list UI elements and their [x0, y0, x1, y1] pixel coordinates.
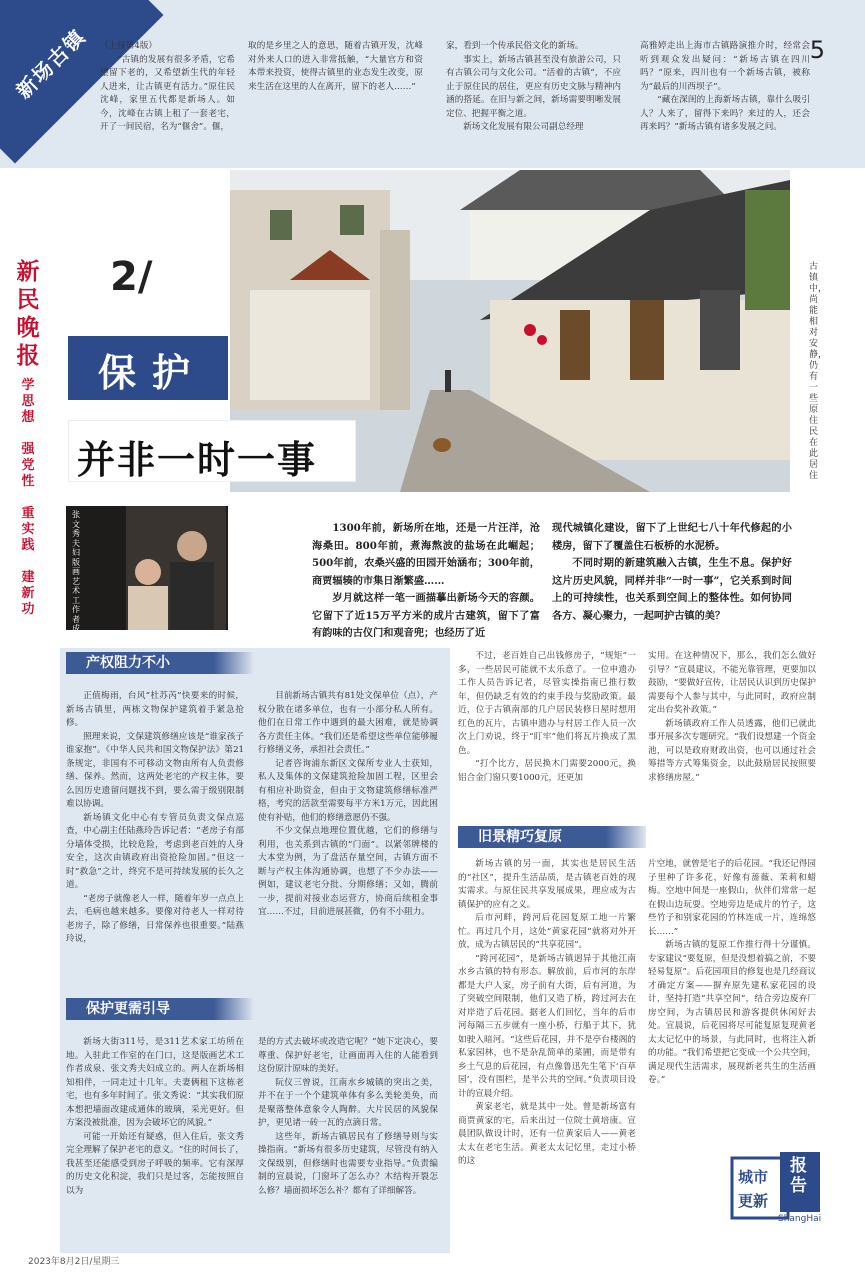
section-number: 2/ — [110, 254, 153, 300]
section-tab-label: 新场古镇 — [11, 23, 91, 104]
paragraph: 新场大街311号，是311艺术家工坊所在地。入驻此工作室的在门口，这是版画艺术工作者成泉、张文秀夫妇成立的。两人在新场相知相伴，一同走过十几年。夫妻俩租下这栋老宅，也有多年时间了。张文秀说：“其实我们原本想把墙面改建成通体的玻璃，采光更好。但方案没被批准，因为会破坏它的风貌。” — [66, 1037, 244, 1128]
portrait-illustration — [66, 506, 228, 630]
subhead-restoration: 旧景精巧复原 — [458, 826, 606, 848]
paragraph: “藏在深闺的上海新场古镇，靠什么吸引人？人来了，留得下来吗？来过的人，还会再来吗？”新场古镇有诸多发展之问。 — [640, 95, 810, 132]
paragraph: 这些年，新场古镇居民有了修缮导则与实操指南。“新场有很多历史建筑，尽管没有纳入文保级别，但修缮时也需要专业指导。”负责编制的宣晨说，门窗坏了怎么办？木结构开裂怎么修？墙面损坏怎么补？都有了详细解答。 — [258, 1131, 438, 1196]
intro-paragraph: 不同时期的新建筑融入古镇，生生不息。保护好这片历史风貌，同样并非“一时一事”，它关系到时间上的可持续性，也关系到空间上的整体性。如何协同各方、凝心聚力，一起呵护古镇的美？ — [552, 557, 792, 622]
photo-caption: 古镇中，尚能相对安静，仍有一些原住民在此居住 — [809, 262, 828, 481]
paragraph: “跨河花园”，是新场古镇迥异于其他江南水乡古镇的特有形态。解放前，后市河的东岸都是大户人家，房子前有大街，后有河道，为了突破空间限制，他们又造了桥，跨过河去在对岸造了后花园。据老人们回忆，当年的后市河每隔三五步就有一座小桥，行船于其下，犹如驶入暗河。“这些后花园，并不是亭台楼阁的私家园林，也不是杂乱简单的菜圃，而是带有乡土气息的后花园，有点像鲁迅先生笔下‘百草园’，没有围栏，是半公共的空间。”负责项目设计的宣晨介绍。 — [458, 953, 636, 1099]
paragraph: 新场古镇的另一面，其实也是居民生活的“社区”，提升生活品质，是古镇老百姓的现实需求。与原住民共享发展成果，理应成为古镇保护的应有之义。 — [458, 859, 636, 910]
top-column-3 — [446, 40, 621, 135]
paragraph: 照理来说，文保建筑修缮应该是“谁家孩子谁家抱”。《中华人民共和国文物保护法》第21条规定，非国有不可移动文物由所有人负责修缮、保养。然而，这两处老宅的产权主体，要么因历史遗留问题找不到，要么需于级别限制难以协调。 — [66, 731, 244, 809]
body-column-3 — [458, 650, 636, 785]
paragraph: “古镇的发展有很多矛盾，它希望留下老的，又希望新生代的年轻人进来，让古镇更有活力。”原住民沈峰，家里五代都是新场人。如今，沈峰在古镇上租了一套老宅，开了一间民宿，名为“偃舍”。偃， — [100, 54, 235, 132]
body-column-6 — [258, 1036, 438, 1198]
paragraph: “打个比方，居民换木门需要2000元，换铝合金门窗只要1000元，还更加 — [458, 759, 636, 783]
paragraph: 黄家老宅，就是其中一处。曾是新场富有商贾黄家的宅，后来出过一位院士黄培康。宣晨团队做设计时，还有一位黄家后人——黄老太太在老宅生活。黄老太太记忆里，走过小桥的这 — [458, 1102, 636, 1166]
subhead-property-rights: 产权阻力不小 — [66, 652, 214, 674]
masthead-name: 新 民 晚 报 — [16, 258, 40, 369]
paragraph: 事实上，新场古镇甚至没有旅游公司，只有古镇公司与文化公司。“活着的古镇”，不应止于原住民的居住，更应有历史文脉与精神内涵的搭延。在旧与新之间，新场需要明晰发展定位、把握平衡之道。 — [446, 54, 621, 119]
logo-en: ShangHai — [778, 1214, 822, 1224]
headline-line1-box — [68, 336, 228, 400]
intro-right — [552, 520, 792, 625]
top-column-1 — [100, 40, 235, 135]
page-number: 5 — [809, 36, 825, 64]
paragraph: 新场古镇的复原工作推行得十分谨慎。专家建议“要复原，但是没想着搞之前，不要轻易复原”。后花园项目的修复也是几经商议才确定方案——摒弃原先建私家花园的设计，坚持打造“共享空间”，结合旁边废弃厂房空间，为古镇居民和游客提供休闲好去处。宣晨说，后花园将尽可能复原复现黄老太太记忆中的场景，与此同时，也将注入新的功能。“我们希望把它变成一个公共空间，满足现代生活需求，展现新老共生的生活画卷。” — [648, 940, 816, 1085]
body-column-2 — [258, 690, 438, 920]
footer-date: 2023年8月2日/星期三 — [28, 1257, 120, 1267]
paragraph: “老房子就像老人一样，随着年岁一点点上去，毛病也越来越多。要像对待老人一样对待老房子，除了修缮，日常保养也很重要。”陆燕玲说， — [66, 893, 244, 944]
masthead — [10, 258, 46, 618]
headline-line2-box — [68, 420, 356, 482]
logo-text-1: 城市 — [738, 1168, 769, 1186]
paragraph: 目前新场古镇共有81处文保单位（点），产权分散在诸多单位，也有一小部分私人所有。他们在日常工作中遇到的最大困难，就是协调各方责任主体。“我们还是希望这些单位能够履行修缮义务，承担社会责任。” — [258, 691, 438, 755]
body-column-7 — [458, 858, 636, 1169]
paragraph: 家，看到一个传承民俗文化的新场。 — [446, 41, 584, 51]
logo-text-2: 更新 — [738, 1192, 769, 1210]
paragraph: 记者咨询浦东新区文保所专业人士获知，私人及集体的文保建筑抢险加固工程，区里会有相应补助资金，但由于文物建筑修缮标准严格，考究的活款至需要每平方米1万元，因此困使有补贴，他们的修缮意愿仍不强。 — [258, 758, 438, 823]
paragraph: 正值梅雨，台风“杜苏芮”快要来的时候，新场古镇里，两栋文物保护建筑着手紧急抢修。 — [66, 691, 244, 728]
top-column-4 — [640, 40, 810, 135]
intro-left — [312, 520, 540, 643]
body-column-5 — [66, 1036, 244, 1198]
paragraph: 阮仪三曾说，江南水乡城镇的突出之美，并不在于一个个建筑单体有多么美轮美奂，而是聚落整体意象令人陶醉。大片民居的风貌保护，更见诸一砖一瓦的点滴日常。 — [258, 1077, 438, 1128]
paragraph: 新场镇文化中心有专管员负责文保点巡查，中心副主任陆燕玲告诉记者：“老房子有部分墙体受损，比较危险，考虑到老百姓的人身安全，这次由镇政府出资抢险加固。”但这一时“救急”之计，终究不是可持续发展的长久之道。 — [66, 812, 244, 890]
headline-line1: 保护 — [98, 351, 207, 395]
paragraph: 不过，老百姓自己出钱修房子，“规矩”一多，一些居民可能就不太乐意了。一位申遗办工作人员告诉记者，尽管实操指南已推行数年，但仍缺乏有效的约束手段与奖励政策。最近，位于古镇南部的几户居民装修日屋时想用红色的瓦片，古镇申遗办与村居工作人员一次次上门劝说，终于“盯牢”他们将瓦片换成了黑色。 — [458, 651, 636, 756]
paragraph: 取的是乡里之人的意思，随着古镇开发，沈峰对外来人口的进入非常抵触，“大量官方和资本带来投资，使得古镇里的业态发生改变，原来生活在这里的人在离开，留下的老人……” — [248, 41, 423, 92]
paragraph: 后市河畔，跨河后花园复原工地一片繁忙。再过几个月，这处“黄家花园”就将对外开放，成为古镇居民的“共享花园”。 — [458, 913, 636, 950]
intro-paragraph: 现代城镇化建设，留下了上世纪七八十年代修起的小楼房，留下了覆盖住石板桥的水泥桥。 — [552, 522, 792, 552]
paragraph: 实用。在这种情况下，那么，我们怎么做好引导？”宣晨建议，不能光靠管理，更要加以鼓励，“要做好宣传，让居民认识到历史保护需要每个人参与其中，与此同时，政府应制定出台奖补政策。” — [648, 651, 816, 715]
paragraph: 不少文保点地理位置优越，它们的修缮与利用，也关系到古镇的“门面”。以紧邻牌楼的大本堂为例，为了盘活存量空间，古镇方面不断与产权主体沟通协调，也想了不少办法——例如，建议老宅分批、分期修缮；又如，腾前一步，提前对接业态运营方，协商后续租金事宜……不过，目前进展甚微，仍有不小阻力。 — [258, 826, 438, 917]
body-column-1 — [66, 690, 244, 947]
paragraph: 可能一开始还有疑惑，但入住后，张文秀完全理解了保护老宅的意义。“住的时间长了，我甚至还能感受到房子呼吸的频率。它有深厚的历史文化积淀，我们只是过客，怎能按照自以为 — [66, 1131, 244, 1196]
paragraph: 新场镇政府工作人员透露，他们已就此事开展多次专题研究。“我们设想建一个资金池，可以是政府财政出资，也可以通过社会筹措等方式筹集资金，以此鼓励居民按照要求修缮房屋。” — [648, 718, 816, 783]
portrait-photo — [66, 506, 228, 643]
logo-text-3: 报告 — [790, 1156, 807, 1196]
masthead-slogan: 学 思 想 强 党 性 重 实 践 建 新 功 — [21, 378, 35, 617]
subhead-guidance: 保护更需引导 — [66, 998, 214, 1020]
body-column-8 — [648, 858, 816, 1088]
continued-note: （上接第4版） — [100, 41, 158, 51]
paragraph: 片空地，就曾是宅子的后花园。“我还记得园子里种了许多花，好像有蔷薇、茉莉和蜡梅。空地中间是一座假山，伙伴们常常一起在假山边玩耍。空地旁边是成片的竹子，这些竹子和别家花园的竹林连成一片，连绵悠长……” — [648, 859, 816, 937]
paragraph: 新场文化发展有限公司副总经理 — [463, 122, 584, 132]
portrait-caption: 张文秀夫妇 版画艺术工作者 成泉 — [72, 510, 80, 643]
paragraph: 高雅婷走出上海市古镇路演推介时，经常会听到观众发出疑问：“新场古镇在四川吗？”原来，四川也有一个新场古镇，被称为“最后的川西坝子”。 — [640, 41, 810, 92]
top-column-2 — [248, 40, 423, 94]
city-renewal-logo — [730, 1150, 826, 1230]
intro-paragraph: 1300年前，新场所在地，还是一片汪洋，沧海桑田。800年前，煮海熬波的盐场在此崛起；500年前，农桑兴盛的田园开始涵布；300年前，商贾辐辏的市集日渐繁盛…… — [312, 522, 540, 587]
headline-line2: 并非一时一事 — [77, 438, 318, 482]
intro-paragraph: 岁月就这样一笔一画描摹出新场今天的容颜。它留下了近15万平方米的成片古建筑，留下了富有韵味的古仪门和观音兜；也经历了近 — [312, 592, 540, 639]
body-column-4 — [648, 650, 816, 785]
paragraph: 是的方式去破坏或改造它呢？”她下定决心，要尊重、保护好老宅，让画面再入住的人能看到这份原汁原味的美好。 — [258, 1037, 438, 1074]
